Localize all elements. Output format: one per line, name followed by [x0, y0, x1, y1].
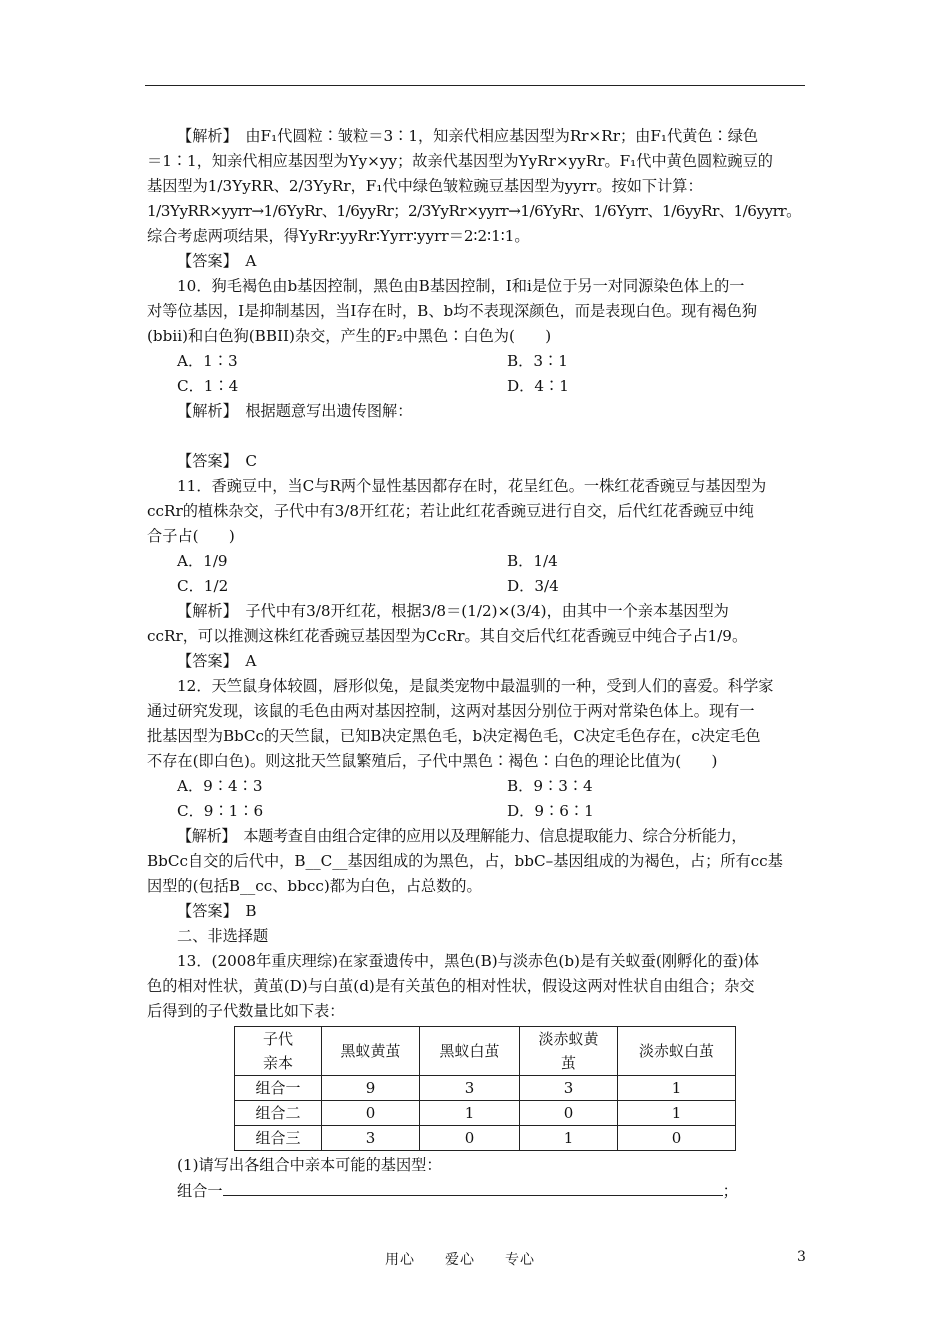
- q13-stem-line-1: 13．(2008年重庆理综)在家蚕遗传中，黑色(B)与淡赤色(b)是有关蚁蚕(刚孵化的蚕)体: [177, 952, 759, 970]
- q10-options-row-2: [147, 374, 807, 399]
- q10-answer: 【答案】 C: [177, 452, 257, 470]
- table-corner-header: [235, 1027, 322, 1076]
- q12-analysis-line-3: 因型的(包括B__cc、bbcc)都为白色，占总数的。: [147, 877, 482, 895]
- column-header: 淡赤蚁白茧: [618, 1027, 736, 1076]
- q11-option-d: D．3/4: [507, 577, 559, 595]
- offspring-ratio-table: [234, 1026, 736, 1151]
- q11-analysis-line-2: ccRr，可以推测这株红花香豌豆基因型为CcRr。其自交后代红花香豌豆中纯合子占1/9。: [147, 627, 748, 645]
- q11-option-c: C．1/2: [177, 577, 229, 595]
- q12-analysis-line-2: BbCc自交的后代中，B__C__基因组成的为黑色，占，bbC–基因组成的为褐色，占；所有cc基: [147, 852, 783, 870]
- row-label: 组合三: [235, 1126, 322, 1151]
- q10-stem-line-2: 对等位基因，Ⅰ是抑制基因，当Ⅰ存在时，B、b均不表现深颜色，而是表现白色。现有褐色狗: [147, 302, 758, 320]
- q10-option-c: C．1∶4: [177, 377, 239, 395]
- corner-header-top: 子代: [262, 1030, 293, 1048]
- q9-analysis-line-5: 综合考虑两项结果，得YyRr∶yyRr∶Yyrr∶yyrr＝2∶2∶1∶1。: [147, 227, 530, 245]
- q9-answer: 【答案】 A: [177, 252, 257, 270]
- q12-option-b: B．9∶3∶4: [507, 777, 593, 795]
- column-header: 黑蚁黄茧: [322, 1027, 420, 1076]
- q10-option-b: B．3∶1: [507, 352, 568, 370]
- q12-options-row-1: [147, 774, 807, 799]
- combo-1-label: 组合一: [177, 1182, 223, 1200]
- q10-analysis: 【解析】 根据题意写出遗传图解：: [177, 402, 413, 420]
- table-cell: 3: [420, 1076, 520, 1101]
- answer-blank[interactable]: [223, 1178, 723, 1196]
- q10-options-row-1: [147, 349, 807, 374]
- table-cell: 3: [520, 1076, 618, 1101]
- q12-option-d: D．9∶6∶1: [507, 802, 594, 820]
- row-label: 组合二: [235, 1101, 322, 1126]
- q11-stem-line-3: 合子占( ): [147, 527, 235, 545]
- q10-stem-line-1: 10．狗毛褐色由b基因控制，黑色由B基因控制，Ⅰ和i是位于另一对同源染色体上的一: [177, 277, 745, 295]
- q11-option-a: A．1/9: [177, 552, 228, 570]
- q11-analysis-line-1: 【解析】 子代中有3/8开红花，根据3/8＝(1/2)×(3/4)，由其中一个亲本基因型为: [177, 602, 729, 620]
- document-body: [147, 124, 807, 1204]
- q12-analysis-line-1: 【解析】 本题考查自由组合定律的应用以及理解能力、信息提取能力、综合分析能力，: [177, 827, 747, 845]
- section-heading: 二、非选择题: [177, 927, 269, 945]
- q12-options-row-2: [147, 799, 807, 824]
- table-header-row: [235, 1027, 736, 1076]
- table-cell: 1: [420, 1101, 520, 1126]
- footer-motto: 用心 爱心 专心: [385, 1252, 535, 1268]
- table-cell: 0: [618, 1126, 736, 1151]
- table-cell: 1: [618, 1076, 736, 1101]
- q13-subquestion-1: (1)请写出各组合中亲本可能的基因型：: [177, 1156, 442, 1174]
- corner-header-bottom: 亲本: [262, 1054, 293, 1072]
- q9-analysis-line-4: 1/3YyRR×yyrr→1/6YyRr、1/6yyRr；2/3YyRr×yyrr→1/6YyRr、1/6Yyrr、1/6yyRr、1/6yyrr。: [147, 202, 801, 220]
- q11-stem-line-2: ccRr的植株杂交，子代中有3/8开红花；若让此红花香豌豆进行自交，后代红花香豌豆中纯: [147, 502, 754, 520]
- table-cell: 1: [618, 1101, 736, 1126]
- q11-option-b: B．1/4: [507, 552, 558, 570]
- table-cell: 3: [322, 1126, 420, 1151]
- header-rule: [145, 85, 805, 86]
- table-cell: 0: [322, 1101, 420, 1126]
- q10-stem-line-3: (bbii)和白色狗(BBII)杂交，产生的F₂中黑色∶白色为( ): [147, 327, 552, 345]
- q11-options-row-1: [147, 549, 807, 574]
- table-cell: 0: [420, 1126, 520, 1151]
- table-cell: 9: [322, 1076, 420, 1101]
- q12-option-c: C．9∶1∶6: [177, 802, 264, 820]
- q11-options-row-2: [147, 574, 807, 599]
- q13-stem-line-3: 后得到的子代数量比如下表：: [147, 1002, 345, 1020]
- table-row: [235, 1076, 736, 1101]
- q13-blank-line: [147, 1178, 807, 1204]
- row-label: 组合一: [235, 1076, 322, 1101]
- q11-answer: 【答案】 A: [177, 652, 257, 670]
- column-header: 淡赤蚁黄 茧: [520, 1027, 618, 1076]
- q12-stem-line-1: 12．天竺鼠身体较圆，唇形似兔，是鼠类宠物中最温驯的一种，受到人们的喜爱。科学家: [177, 677, 774, 695]
- q9-analysis-line-3: 基因型为1/3YyRR、2/3YyRr，F₁代中绿色皱粒豌豆基因型为yyrr。按如下计算：: [147, 177, 703, 195]
- page-number: 3: [797, 1249, 806, 1265]
- q12-stem-line-4: 不存在(即白色)。则这批天竺鼠繁殖后，子代中黑色∶褐色∶白色的理论比值为( ): [147, 752, 718, 770]
- q10-option-a: A．1∶3: [177, 352, 238, 370]
- q9-analysis-line-1: 【解析】 由F₁代圆粒∶皱粒＝3∶1，知亲代相应基因型为Rr×Rr；由F₁代黄色∶绿色: [177, 127, 759, 145]
- q12-stem-line-3: 批基因型为BbCc的天竺鼠，已知B决定黑色毛，b决定褐色毛，C决定毛色存在，c决定毛色: [147, 727, 761, 745]
- q12-option-a: A．9∶4∶3: [177, 777, 263, 795]
- table-cell: 0: [520, 1101, 618, 1126]
- q10-option-d: D．4∶1: [507, 377, 569, 395]
- genetic-diagram-placeholder: [147, 424, 807, 449]
- column-header: 黑蚁白茧: [420, 1027, 520, 1076]
- q12-answer: 【答案】 B: [177, 902, 257, 920]
- table-row: [235, 1101, 736, 1126]
- table-row: [235, 1126, 736, 1151]
- q9-analysis-line-2: ＝1∶1，知亲代相应基因型为Yy×yy；故亲代基因型为YyRr×yyRr。F₁代中黄色圆粒豌豆的: [147, 152, 773, 170]
- q11-stem-line-1: 11．香豌豆中，当C与R两个显性基因都存在时，花呈红色。一株红花香豌豆与基因型为: [177, 477, 767, 495]
- blank-end-punct: ；: [722, 1182, 738, 1200]
- q12-stem-line-2: 通过研究发现，该鼠的毛色由两对基因控制，这两对基因分别位于两对常染色体上。现有一: [147, 702, 755, 720]
- table-cell: 1: [520, 1126, 618, 1151]
- q13-stem-line-2: 色的相对性状，黄茧(D)与白茧(d)是有关茧色的相对性状，假设这两对性状自由组合；杂交: [147, 977, 755, 995]
